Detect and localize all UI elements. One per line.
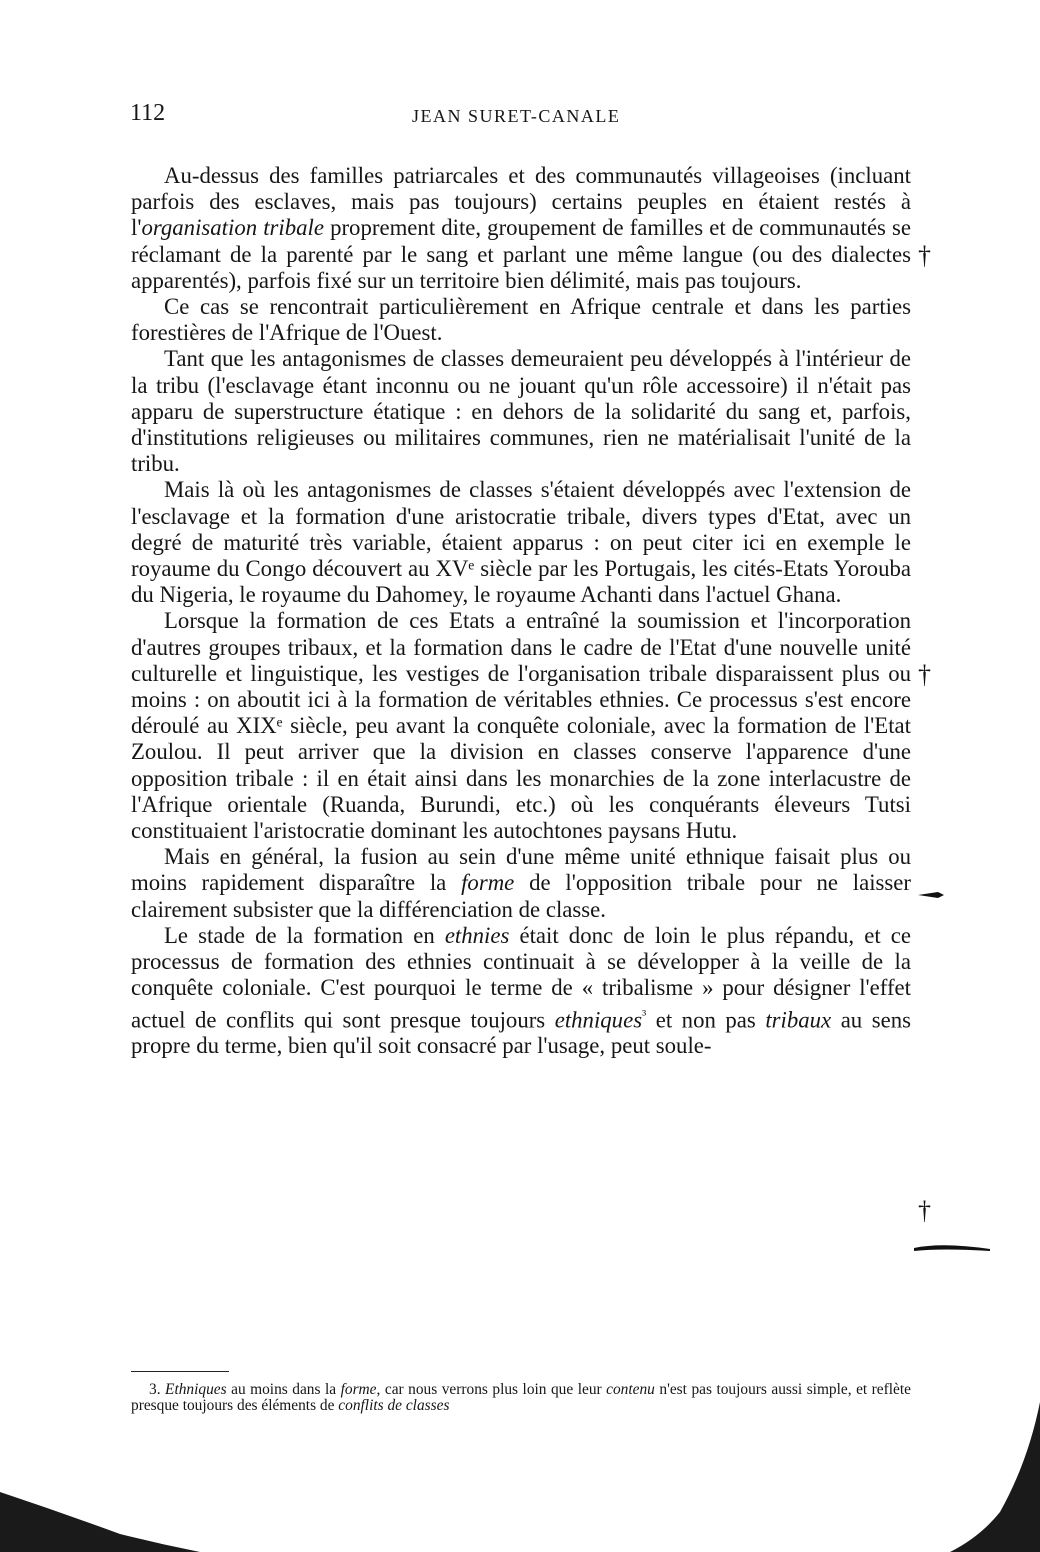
page-header	[130, 100, 910, 134]
paragraph-5	[131, 608, 911, 844]
paragraph-6	[131, 844, 911, 923]
text-run: au sens propre du terme, bien qu'il soit consacré par l'usage, peut soule-	[131, 1007, 911, 1059]
italic-run: forme	[340, 1381, 377, 1398]
text-run: et non pas	[646, 1007, 766, 1033]
italic-run: ethnies	[444, 922, 510, 948]
paragraph-2	[131, 294, 911, 346]
text-run: proprement dite, groupement de familles et de communautés se réclamant de la parenté par le sang et parlant une même langue (ou des dialectes apparentés), parfois fixé sur un territoire bien délimité, mais pas toujours.	[131, 215, 911, 293]
footnote	[131, 1382, 911, 1413]
paragraph-1	[131, 163, 911, 294]
paragraph-3	[131, 346, 911, 477]
text-run: au moins dans la	[226, 1381, 341, 1398]
running-head: JEAN SURET-CANALE	[412, 106, 621, 126]
text-run: Lorsque la formation de ces Etats a entraîné la soumission et l'incorporation d'autres groupes tribaux, et la formation dans le cadre de l'Etat d'une nouvelle unité culturelle et linguistique, les vestiges de l'organisation tribale disparaissent plus ou moins : on aboutit ici à la formation de véritables ethnies. Ce processus s'est encore déroulé au XIXᵉ siècle, peu avant la conquête coloniale, avec la formation de l'Etat Zoulou. Il peut arriver que la division en classes conserve l'apparence d'une opposition tribale : il en était ainsi dans les monarchies de la zone interlacustre de l'Afrique orientale (Ruanda, Burundi, etc.) où les conquérants éleveurs Tutsi constituaient l'aristocratie dominant les autochtones paysans Hutu.	[131, 608, 911, 844]
margin-stroke-mark	[912, 1240, 992, 1256]
italic-run: organisation tribale	[141, 215, 324, 241]
page-number: 112	[130, 100, 166, 126]
body-text	[131, 163, 911, 1060]
italic-run: Ethniques	[165, 1381, 227, 1398]
margin-cross-mark-1: †	[918, 241, 931, 270]
margin-cross-mark-3: †	[918, 1196, 931, 1225]
text-run: Au-dessus des familles patriarcales et des communautés villageoises (incluant parfois des esclaves, mais pas toujours) certains peuples en étaient restés à l'	[131, 163, 911, 241]
text-run: , car nous verrons plus loin que leur	[376, 1381, 607, 1398]
scan-shadow-bottom-left	[0, 1472, 200, 1552]
margin-cross-mark-2: †	[918, 660, 931, 689]
text-run: ³	[642, 1006, 647, 1022]
paragraph-7	[131, 923, 911, 1060]
margin-arrow-mark	[916, 888, 946, 902]
scan-shadow-bottom-right	[910, 1402, 1040, 1552]
text-run: Ce cas se rencontrait particulièrement en Afrique centrale et dans les parties forestières de l'Afrique de l'Ouest.	[131, 294, 911, 346]
text-run: Le stade de la formation en	[164, 922, 445, 948]
text-run: Tant que les antagonismes de classes demeuraient peu développés à l'intérieur de la tribu (l'esclavage étant inconnu ou ne jouant qu'un rôle accessoire) il n'était pas apparu de superstructure étatique : en dehors de la solidarité du sang et, parfois, d'institutions religieuses ou militaires communes, rien ne matérialisait l'unité de la tribu.	[131, 346, 911, 477]
text-run: de l'opposition tribale pour ne laisser clairement subsister que la différenciation de classe.	[131, 870, 912, 922]
text-run: n'est pas toujours aussi simple, et reflète presque toujours des éléments de	[131, 1381, 911, 1414]
italic-run: contenu	[606, 1381, 655, 1398]
italic-run: forme	[461, 870, 515, 896]
italic-run: tribaux	[765, 1007, 832, 1033]
italic-run: ethniques	[554, 1007, 643, 1033]
text-run: Mais là où les antagonismes de classes s'étaient développés avec l'extension de l'esclavage et la formation d'une aristocratie tribale, divers types d'Etat, avec un degré de maturité très variable, étaient apparus : on peut citer ici en exemple le royaume du Congo découvert au XVᵉ siècle par les Portugais, les cités-Etats Yorouba du Nigeria, le royaume du Dahomey, le royaume Achanti dans l'actuel Ghana.	[131, 477, 911, 608]
italic-run: conflits de classes	[338, 1396, 450, 1414]
footnote-rule	[131, 1371, 229, 1372]
text-run: 3.	[149, 1381, 166, 1398]
text-run: Mais en général, la fusion au sein d'une même unité ethnique faisait plus ou moins rapidement disparaître la	[131, 844, 911, 896]
text-run: était donc de loin le plus répandu, et ce processus de formation des ethnies continuait à se développer à la veille de la conquête coloniale. C'est pourquoi le terme de « tribalisme » pour désigner l'effet actuel de conflits qui sont presque toujours	[131, 922, 911, 1033]
paragraph-4	[131, 477, 911, 608]
